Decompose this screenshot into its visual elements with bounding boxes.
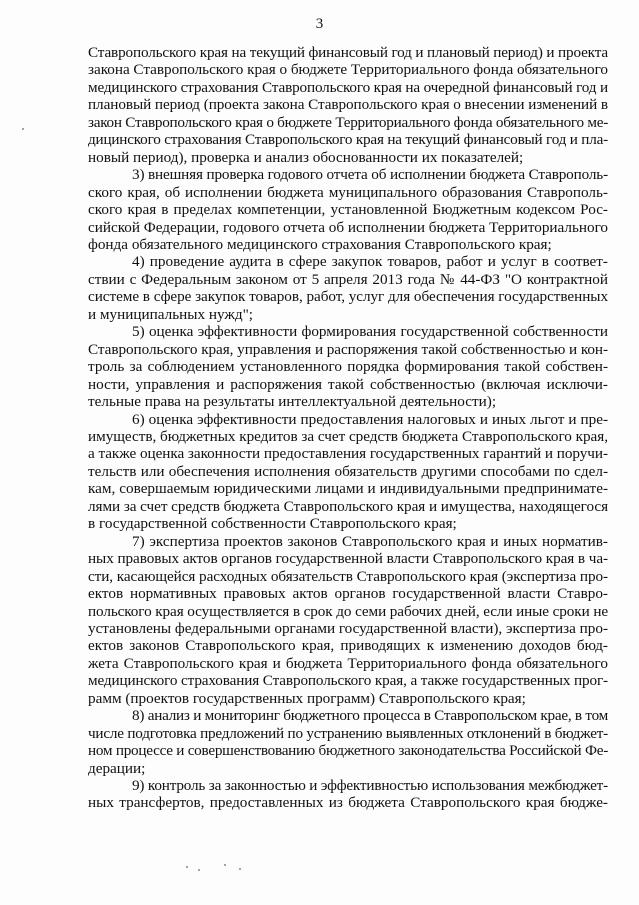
text-line: 4) проведение аудита в сфере закупок товаров, работ и услуг в соответ- (132, 253, 608, 271)
text-line: в государственной собственности Ставропольского края; (88, 515, 457, 533)
text-line: установлены федеральными органами государственной власти), экспертиза про- (88, 619, 608, 637)
text-line: ского края, об исполнении бюджета муниципального образования Ставрополь- (88, 183, 608, 201)
text-line: закон Ставропольского края о бюджете Территориального фонда обязательного ме- (88, 113, 608, 131)
text-line: сийской Федерации, годового отчета об исполнении бюджета Территориального (88, 218, 608, 236)
text-line: 5) оценка эффективности формирования государственной собственности (132, 323, 608, 341)
text-line: 8) анализ и мониторинг бюджетного процесса в Ставропольском крае, в том (132, 707, 608, 725)
text-line: медицинского страхования Ставропольского края, а также государственных прог- (88, 672, 608, 690)
text-line: числе подготовка предложений по устранению выявленных отклонений в бюджет- (88, 724, 608, 742)
text-line: фонда обязательного медицинского страхования Ставропольского края; (88, 235, 552, 253)
text-line: ных трансфертов, предоставленных из бюджета Ставропольского края бюдже- (88, 794, 608, 812)
text-line: жета Ставропольского края и бюджета Территориального фонда обязательного (88, 654, 608, 672)
text-line: троль за соблюдением установленного порядка формирования такой собствен- (88, 358, 608, 376)
scan-speck (224, 864, 226, 866)
text-line: тельные права на результаты интеллектуальной деятельности); (88, 393, 497, 411)
text-line: тельств или обеспечения исполнения обязательств другими способами по сдел- (88, 462, 608, 480)
scan-speck (198, 869, 200, 871)
text-line: медицинского страхования Ставропольского края на очередной финансовый год и (88, 78, 608, 96)
text-line: и муниципальных нужд"; (88, 305, 254, 323)
scan-speck (239, 868, 241, 870)
text-line: ности, управления и распоряжения такой собственностью (включая исключи- (88, 375, 608, 393)
text-line: новый период), проверка и анализ обоснованности их показателей; (88, 148, 524, 166)
text-line: ном процессе и совершенствованию бюджетного законодательства Российской Фе- (88, 742, 608, 760)
text-line: ствии с Федеральным законом от 5 апреля 2013 года № 44-ФЗ "О контрактной (88, 270, 608, 288)
text-line: ектов нормативных правовых актов органов государственной власти Ставро- (88, 585, 608, 603)
text-line: сти, касающейся расходных обязательств Ставропольского края (экспертиза про- (88, 567, 608, 585)
text-line: польского края осуществляется в срок до семи рабочих дней, если иные сроки не (88, 602, 608, 620)
text-line: ных правовых актов органов государственной власти Ставропольского края в ча- (88, 550, 608, 568)
text-line: 3) внешняя проверка годового отчета об исполнении бюджета Ставрополь- (132, 166, 608, 184)
text-line: кам, совершаемым юридическими лицами и индивидуальными предпринимате- (88, 480, 608, 498)
text-line: ектов законов Ставропольского края, приводящих к изменению доходов бюд- (88, 637, 608, 655)
text-line: закона Ставропольского края о бюджете Территориального фонда обязательного (88, 61, 608, 79)
text-line: дерации; (88, 759, 146, 777)
scan-speck (22, 128, 24, 130)
text-line: 9) контроль за законностью и эффективностью использования межбюджет- (132, 777, 608, 795)
text-line: рамм (проектов государственных программ) Ставропольского края; (88, 689, 526, 707)
page-number: 3 (315, 16, 324, 32)
text-line: лями за счет средств бюджета Ставропольского края и имущества, находящегося (88, 497, 608, 515)
text-line: плановый период (проекта закона Ставропольского края о внесении изменений в (88, 96, 608, 114)
text-line: имуществ, бюджетных кредитов за счет средств бюджета Ставропольского края, (88, 427, 608, 445)
text-line: а также оценка законности предоставления государственных гарантий и поручи- (88, 445, 608, 463)
text-line: дицинского страхования Ставропольского края на текущий финансовый год и пла- (88, 131, 608, 149)
text-line: 7) экспертиза проектов законов Ставропольского края и иных норматив- (132, 532, 608, 550)
text-line: системе в сфере закупок товаров, работ, услуг для обеспечения государственных (88, 288, 608, 306)
text-line: 6) оценка эффективности предоставления налоговых и иных льгот и пре- (132, 410, 608, 428)
body-text (88, 44, 608, 812)
text-line: ского края в пределах компетенции, установленной Бюджетным кодексом Рос- (88, 201, 608, 219)
text-line: Ставропольского края на текущий финансовый год и плановый период) и проекта (88, 44, 608, 61)
scan-speck (186, 866, 188, 868)
text-line: Ставропольского края, управления и распоряжения такой собственностью и кон- (88, 340, 608, 358)
